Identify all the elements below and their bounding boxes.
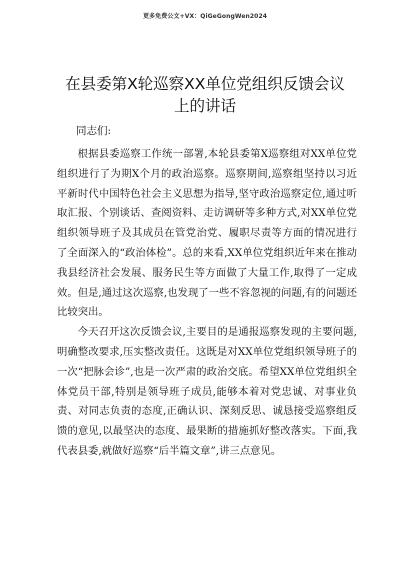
paragraph-1: 根据县委巡察工作统一部署,本轮县委第X巡察组对XX单位党组织进行了为期X个月的政治巡察。巡察期间,巡察组坚持以习近平新时代中国特色社会主义思想为指导,坚守政治巡察定位,通过听取汇报、个别谈话、查阅资料、走访调研等多种方式,对XX单位党组织领导班子及其成员在管党治党、履职尽责等方面的情况进行了全面深入的“政治体检”。总的来看,XX单位党组织近年来在推动我县经济社会发展、服务民生等方面做了大量工作,取得了一定成效。但是,通过这次巡察,也发现了一些不容忽视的问题,有的问题还比较突出。 — [57, 148, 357, 319]
page-header: 更多免费公文+VX：QiGeGongWen2024 — [142, 13, 267, 20]
paragraph-2: 今天召开这次反馈会议,主要目的是通报巡察发现的主要问题,明确整改要求,压实整改责任。这既是对XX单位党组织领导班子的一次“把脉会诊”,也是一次严肃的政治交底。希望XX单位党组织全体党员干部,特别是领导班子成员,能够本着对党忠诚、对事业负责、对同志负责的态度,正确认识、深刻反思、诚恳接受巡察组反馈的意见,以最坚决的态度、最果断的措施抓好整改落实。下面,我代表县委,就做好巡察“后半篇文章”,讲三点意见。 — [57, 326, 357, 457]
document-title: 在县委第X轮巡察XX单位党组织反馈会议上的讲话 — [65, 75, 345, 115]
document-body — [57, 145, 357, 462]
salutation: 同志们: — [76, 125, 112, 137]
